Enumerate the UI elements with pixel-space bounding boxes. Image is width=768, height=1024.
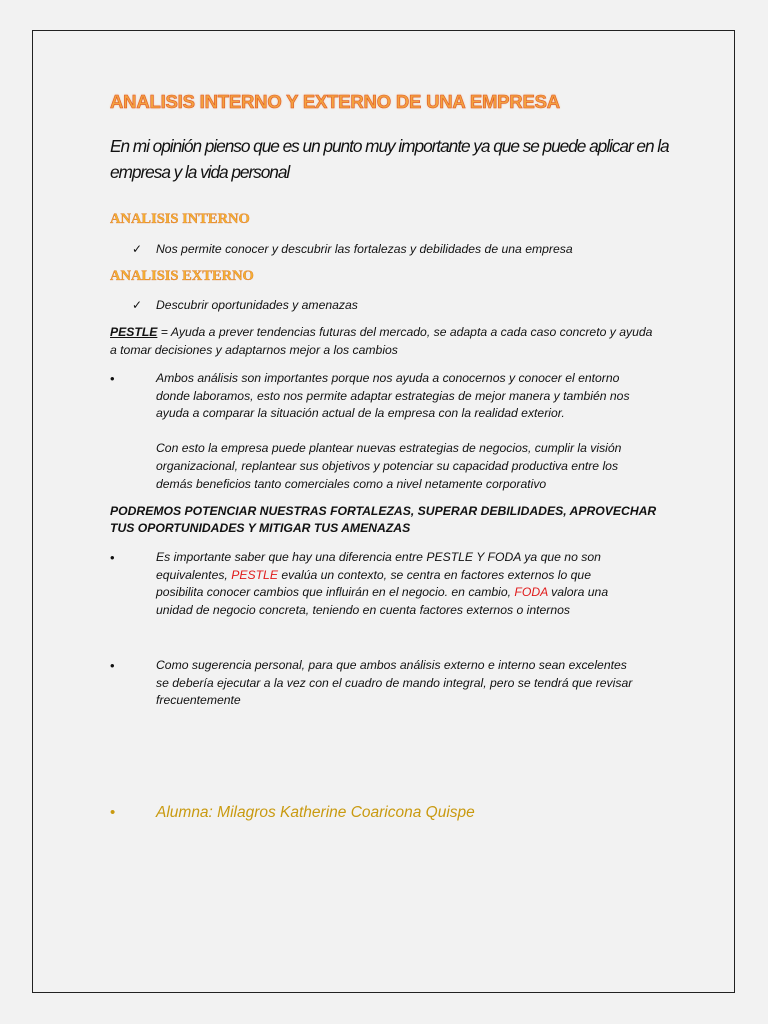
bullet-icon: • — [110, 371, 115, 386]
importance-paragraph: Ambos análisis son importantes porque nos ayuda a conocernos y conocer el entorno donde laboramos, esto nos permite adaptar estrategias de mejor manera y también nos ayuda a comparar la situación actual de la empresa con la realidad exterior. — [156, 371, 630, 421]
bullet-item-pestle-foda — [110, 549, 637, 619]
pestle-foda-part3: valora una unidad de negocio concreta, teniendo en cuenta factores externos o internos — [156, 585, 609, 617]
pestle-foda-part1: Es importante saber que hay una diferencia entre PESTLE Y FODA ya que no son equivalentes, — [156, 550, 601, 582]
suggestion-paragraph: Como sugerencia personal, para que ambos análisis externo e interno sean excelentes se debería ejecutar a la vez con el cuadro de mando integral, pero se tendrá que revisar frecuentemente — [156, 658, 633, 708]
emphasis-statement: PODREMOS POTENCIAR NUESTRAS FORTALEZAS, SUPERAR DEBILIDADES, APROVECHAR TUS OPORTUNIDADES Y MITIGAR TUS AMENAZAS — [110, 504, 657, 535]
internal-analysis-text: Nos permite conocer y descubrir las fortalezas y debilidades de una empresa — [156, 242, 573, 256]
checkmark-icon: ✓ — [132, 298, 143, 312]
bullet-icon: • — [110, 658, 115, 673]
pestle-definition — [110, 324, 655, 359]
pestle-label: PESTLE — [110, 325, 158, 339]
external-analysis-item — [132, 296, 358, 314]
pestle-highlight: PESTLE — [231, 567, 278, 582]
foda-highlight: FODA — [514, 585, 548, 600]
pestle-foda-part2: evalúa un contexto, se centra en factores externos lo que posibilita conocer cambios que influirán en el negocio. en cambio, — [156, 567, 591, 600]
checkmark-icon: ✓ — [132, 242, 143, 256]
external-analysis-text: Descubrir oportunidades y amenazas — [156, 298, 358, 312]
external-analysis-heading: ANALISIS EXTERNO — [110, 268, 254, 284]
document-title: ANALISIS INTERNO Y EXTERNO DE UNA EMPRESA — [110, 91, 560, 112]
student-name — [110, 804, 475, 822]
bullet-item-importance — [110, 370, 637, 493]
bullet-text — [156, 370, 637, 493]
pestle-text: = Ayuda a prever tendencias futuras del mercado, se adapta a cada caso concreto y ayuda a tomar decisiones y adaptarnos mejor a los cambios — [110, 325, 653, 357]
bullet-icon: • — [110, 550, 115, 565]
bullet-icon: • — [110, 804, 116, 821]
pestle-foda-paragraph — [156, 549, 637, 619]
student-name-text: Alumna: Milagros Katherine Coaricona Quispe — [156, 804, 475, 821]
intro-paragraph: En mi opinión pienso que es un punto muy importante ya que se puede aplicar en la empresa y la vida personal — [110, 136, 669, 182]
benefits-paragraph: Con esto la empresa puede plantear nuevas estrategias de negocios, cumplir la visión organizacional, replantear sus objetivos y potenciar su capacidad productiva entre los demás beneficios tanto comerciales como a nivel netamente corporativo — [156, 441, 622, 491]
document-page — [32, 30, 735, 993]
internal-analysis-item — [132, 240, 573, 258]
bullet-item-suggestion — [110, 657, 637, 710]
internal-analysis-heading: ANALISIS INTERNO — [110, 211, 250, 227]
